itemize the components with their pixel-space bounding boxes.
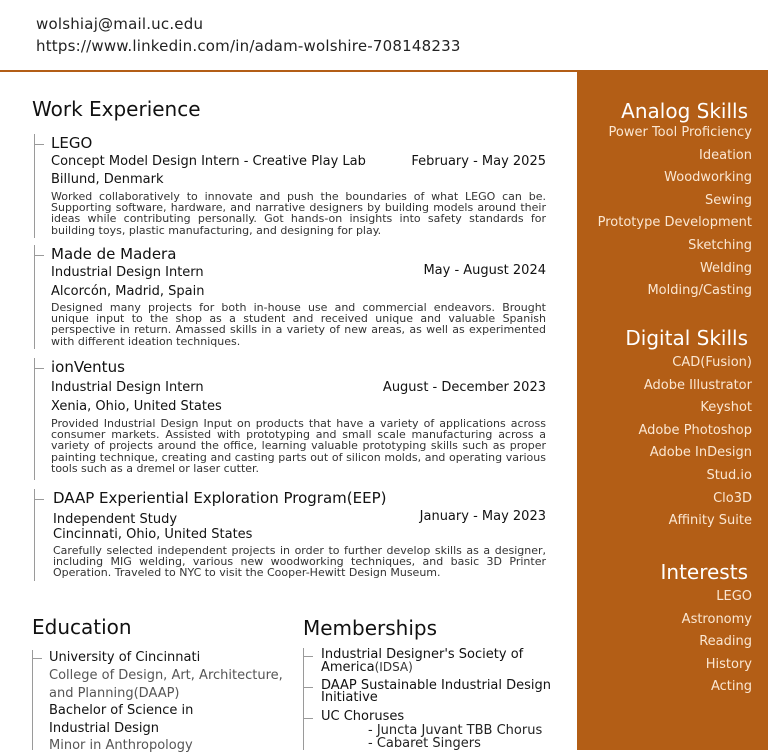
analog-skill-item: Woodworking <box>664 170 752 186</box>
timeline-tick <box>32 658 42 659</box>
timeline-tick <box>34 144 44 145</box>
membership-chorus-1: - Juncta Juvant TBB Chorus <box>368 723 543 738</box>
interest-item: LEGO <box>716 589 752 604</box>
job-description: Carefully selected independent projects in order to further develop skills as a designer, including MIG welding, various new woodworking techniques, and basic 3D Printer Operation. Traveled to NYC to visit the Cooper-Hewitt Design Museum. <box>53 544 546 580</box>
interest-item: History <box>705 656 752 672</box>
timeline-tick <box>34 499 44 500</box>
edu-school: University of Cincinnati <box>49 650 201 665</box>
memberships-heading: Memberships <box>303 616 438 640</box>
job-description: Worked collaboratively to innovate and push the boundaries of what LEGO can be. Supporting software, hardware, and narrative designers by building models around their ideas while contributing personally. Got hands-on insights into safety standards for building toys, plastic manufacturing, and designing for play. <box>51 190 546 237</box>
job-ionventus <box>34 358 546 480</box>
timeline-line <box>34 245 35 349</box>
timeline-tick <box>34 255 44 256</box>
job-description: Designed many projects for both in-house use and commercial endeavors. Brought unique input to the shop as a student and received unique and valuable Spanish perspective in return. Amassed skills in a variety of new areas, as well as experimented with different ideation techniques. <box>51 301 546 348</box>
digital-skill-item: CAD(Fusion) <box>672 355 752 370</box>
contact-email[interactable]: wolshiaj@mail.uc.edu <box>36 15 204 33</box>
job-location: Xenia, Ohio, United States <box>51 399 222 414</box>
job-dates: January - May 2023 <box>419 509 546 524</box>
job-role: Concept Model Design Intern - Creative Play Lab <box>51 154 366 169</box>
job-role: Industrial Design Intern <box>51 380 204 395</box>
job-company: ionVentus <box>51 358 125 376</box>
job-dates: May - August 2024 <box>423 263 546 278</box>
digital-skill-item: Affinity Suite <box>668 513 752 529</box>
digital-skill-item: Keyshot <box>700 400 752 416</box>
contact-linkedin[interactable]: https://www.linkedin.com/in/adam-wolshire-708148233 <box>36 37 461 55</box>
job-location: Billund, Denmark <box>51 172 164 187</box>
timeline-tick <box>303 687 313 688</box>
timeline-line <box>34 489 35 581</box>
edu-degree-line2: Industrial Design <box>49 721 159 736</box>
timeline-line <box>34 134 35 238</box>
analog-skill-item: Power Tool Proficiency <box>608 125 752 140</box>
membership-daap-line2: Initiative <box>321 690 378 705</box>
analog-skill-item: Welding <box>699 260 752 276</box>
job-location: Cincinnati, Ohio, United States <box>53 527 253 542</box>
job-dates: August - December 2023 <box>382 380 546 395</box>
job-company: DAAP Experiential Exploration Program(EEP) <box>53 489 387 507</box>
skills-sidebar <box>577 72 768 750</box>
job-dates: February - May 2025 <box>411 154 546 169</box>
digital-skill-item: Clo3D <box>713 490 752 506</box>
membership-idsa-name: America <box>321 660 375 675</box>
edu-degree-line1: Bachelor of Science in <box>49 703 194 718</box>
interest-item: Astronomy <box>681 611 752 627</box>
analog-skills-list <box>598 122 752 303</box>
edu-college-line1: College of Design, Art, Architecture, <box>49 668 283 683</box>
membership-choruses: UC Choruses <box>321 709 405 724</box>
interest-item: Reading <box>699 634 752 650</box>
job-daap-eep <box>34 489 546 581</box>
digital-skill-item: Adobe InDesign <box>649 445 752 461</box>
analog-skill-item: Ideation <box>699 147 752 163</box>
analog-skill-item: Molding/Casting <box>647 283 752 299</box>
membership-idsa-abbr: (IDSA) <box>374 660 413 674</box>
membership-daap-line1: DAAP Sustainable Industrial Design <box>321 678 552 693</box>
digital-skill-item: Adobe Photoshop <box>638 422 752 438</box>
interests-list <box>682 586 752 699</box>
job-location: Alcorcón, Madrid, Spain <box>51 284 205 299</box>
digital-skills-heading: Digital Skills <box>625 326 748 350</box>
analog-skills-heading: Analog Skills <box>621 99 748 123</box>
analog-skill-item: Sewing <box>705 192 752 208</box>
timeline-tick <box>34 368 44 369</box>
timeline-line <box>32 650 33 750</box>
digital-skill-item: Adobe Illustrator <box>643 377 752 393</box>
job-description: Provided Industrial Design Input on products that have a variety of applications across consumer markets. Assisted with prototyping and small scale manufacturing across a variety of projects around the office, learning valuable prototyping skills such as proper painting technique, creating and casting parts out of silicon molds, and operating various tools such as a dremel or laser cutter. <box>51 417 546 475</box>
job-company: LEGO <box>51 134 93 152</box>
job-role: Industrial Design Intern <box>51 265 204 280</box>
edu-college-line2: and Planning(DAAP) <box>49 686 180 701</box>
membership-chorus-2: - Cabaret Singers <box>368 736 481 751</box>
digital-skill-item: Stud.io <box>706 467 752 483</box>
job-lego <box>34 134 546 238</box>
analog-skill-item: Prototype Development <box>597 215 752 231</box>
timeline-tick <box>303 718 313 719</box>
membership-idsa-line1: Industrial Designer's Society of <box>321 647 524 662</box>
analog-skill-item: Sketching <box>688 237 752 253</box>
timeline-line <box>34 358 35 480</box>
work-experience-heading: Work Experience <box>32 97 201 121</box>
contact-cutoff-line <box>36 0 461 13</box>
contact-info <box>36 0 461 57</box>
digital-skills-list <box>638 352 752 533</box>
job-role: Independent Study <box>53 512 178 527</box>
interests-heading: Interests <box>660 560 748 584</box>
job-company: Made de Madera <box>51 245 177 263</box>
interest-item: Acting <box>710 679 752 695</box>
timeline-tick <box>303 656 313 657</box>
timeline-line <box>303 648 304 750</box>
edu-minor: Minor in Anthropology <box>49 738 193 753</box>
job-made-de-madera <box>34 245 546 349</box>
education-heading: Education <box>32 615 132 639</box>
membership-idsa-line2 <box>321 661 413 674</box>
